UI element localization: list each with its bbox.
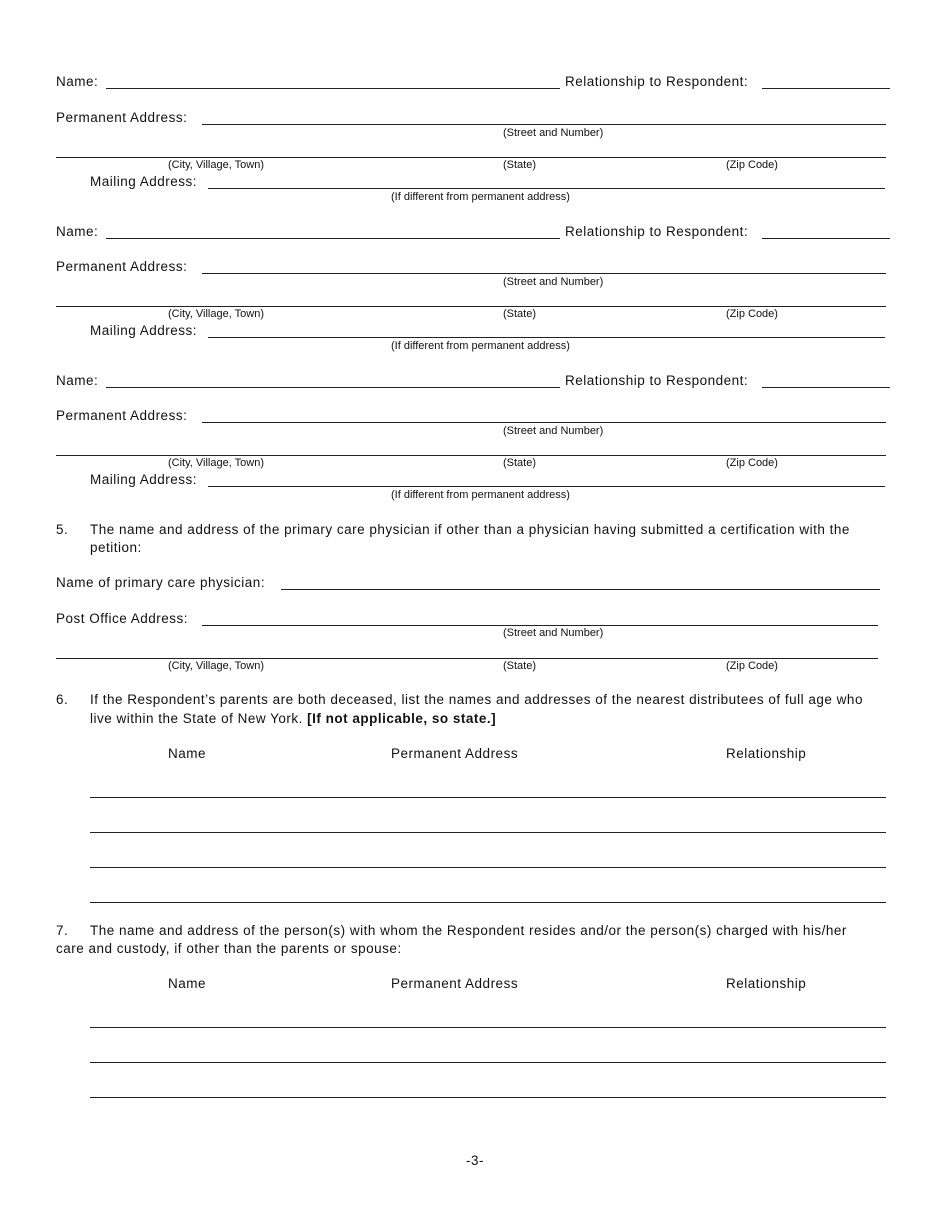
city-state-zip-field-2[interactable] — [56, 306, 886, 307]
name-field-1[interactable] — [106, 88, 560, 89]
mailing-caption: (If different from permanent address) — [391, 191, 570, 203]
mailing-caption: (If different from permanent address) — [391, 340, 570, 352]
name-label: Name: — [56, 373, 99, 388]
state-caption: (State) — [503, 457, 537, 469]
section-6-text-plain: live within the State of New York. — [90, 711, 303, 726]
street-caption: (Street and Number) — [503, 627, 604, 639]
permanent-address-label: Permanent Address: — [56, 110, 188, 125]
column-header-relationship: Relationship — [726, 976, 807, 991]
mailing-address-label: Mailing Address: — [90, 323, 198, 338]
column-header-address: Permanent Address — [391, 976, 519, 991]
custodian-line-1[interactable] — [90, 1027, 886, 1028]
permanent-address-label: Permanent Address: — [56, 259, 188, 274]
custodian-line-2[interactable] — [90, 1062, 886, 1063]
mailing-address-label: Mailing Address: — [90, 472, 198, 487]
city-caption: (City, Village, Town) — [168, 457, 264, 469]
mailing-address-field-2[interactable] — [208, 337, 885, 338]
name-field-3[interactable] — [106, 387, 560, 388]
city-state-zip-field-1[interactable] — [56, 157, 886, 158]
name-label: Name: — [56, 74, 99, 89]
zip-caption: (Zip Code) — [726, 457, 778, 469]
city-caption: (City, Village, Town) — [168, 308, 264, 320]
street-caption: (Street and Number) — [503, 127, 604, 139]
section-6-text-line1: If the Respondent’s parents are both deceased, list the names and addresses of the nearest distributees of full age who — [90, 692, 863, 707]
zip-caption: (Zip Code) — [726, 660, 778, 672]
name-label: Name: — [56, 224, 99, 239]
column-header-name: Name — [168, 976, 207, 991]
distributee-line-3[interactable] — [90, 867, 886, 868]
distributee-line-1[interactable] — [90, 797, 886, 798]
city-caption: (City, Village, Town) — [168, 159, 264, 171]
relationship-label: Relationship to Respondent: — [565, 74, 749, 89]
custodian-line-3[interactable] — [90, 1097, 886, 1098]
state-caption: (State) — [503, 308, 537, 320]
permanent-address-field-1[interactable] — [202, 124, 886, 125]
state-caption: (State) — [503, 159, 537, 171]
permanent-address-field-2[interactable] — [202, 273, 886, 274]
relationship-label: Relationship to Respondent: — [565, 224, 749, 239]
state-caption: (State) — [503, 660, 537, 672]
column-header-name: Name — [168, 746, 207, 761]
distributee-line-2[interactable] — [90, 832, 886, 833]
post-office-address-label: Post Office Address: — [56, 611, 189, 626]
permanent-address-label: Permanent Address: — [56, 408, 188, 423]
relationship-field-3[interactable] — [762, 387, 890, 388]
relationship-field-2[interactable] — [762, 238, 890, 239]
street-caption: (Street and Number) — [503, 276, 604, 288]
section-7-text-line2: care and custody, if other than the parents or spouse: — [56, 941, 402, 956]
physician-city-state-zip-field[interactable] — [56, 658, 878, 659]
name-field-2[interactable] — [106, 238, 560, 239]
section-5-number: 5. — [56, 522, 69, 537]
mailing-caption: (If different from permanent address) — [391, 489, 570, 501]
section-6-text-bold: [If not applicable, so state.] — [307, 711, 497, 726]
physician-name-label: Name of primary care physician: — [56, 575, 266, 590]
section-7-number: 7. — [56, 923, 69, 938]
mailing-address-field-3[interactable] — [208, 486, 885, 487]
distributee-line-4[interactable] — [90, 902, 886, 903]
section-5-text-line2: petition: — [90, 540, 142, 555]
post-office-address-field[interactable] — [202, 625, 878, 626]
section-6-number: 6. — [56, 692, 69, 707]
physician-name-field[interactable] — [281, 589, 880, 590]
page-number: -3- — [466, 1153, 484, 1168]
section-6-text-line2 — [90, 711, 496, 727]
city-state-zip-field-3[interactable] — [56, 455, 886, 456]
mailing-address-field-1[interactable] — [208, 188, 885, 189]
section-7-text-line1: The name and address of the person(s) with whom the Respondent resides and/or the person(s) charged with his/her — [90, 923, 847, 938]
relationship-field-1[interactable] — [762, 88, 890, 89]
zip-caption: (Zip Code) — [726, 159, 778, 171]
column-header-address: Permanent Address — [391, 746, 519, 761]
city-caption: (City, Village, Town) — [168, 660, 264, 672]
relationship-label: Relationship to Respondent: — [565, 373, 749, 388]
street-caption: (Street and Number) — [503, 425, 604, 437]
permanent-address-field-3[interactable] — [202, 422, 886, 423]
column-header-relationship: Relationship — [726, 746, 807, 761]
section-5-text-line1: The name and address of the primary care physician if other than a physician having submitted a certification with the — [90, 522, 850, 537]
mailing-address-label: Mailing Address: — [90, 174, 198, 189]
zip-caption: (Zip Code) — [726, 308, 778, 320]
